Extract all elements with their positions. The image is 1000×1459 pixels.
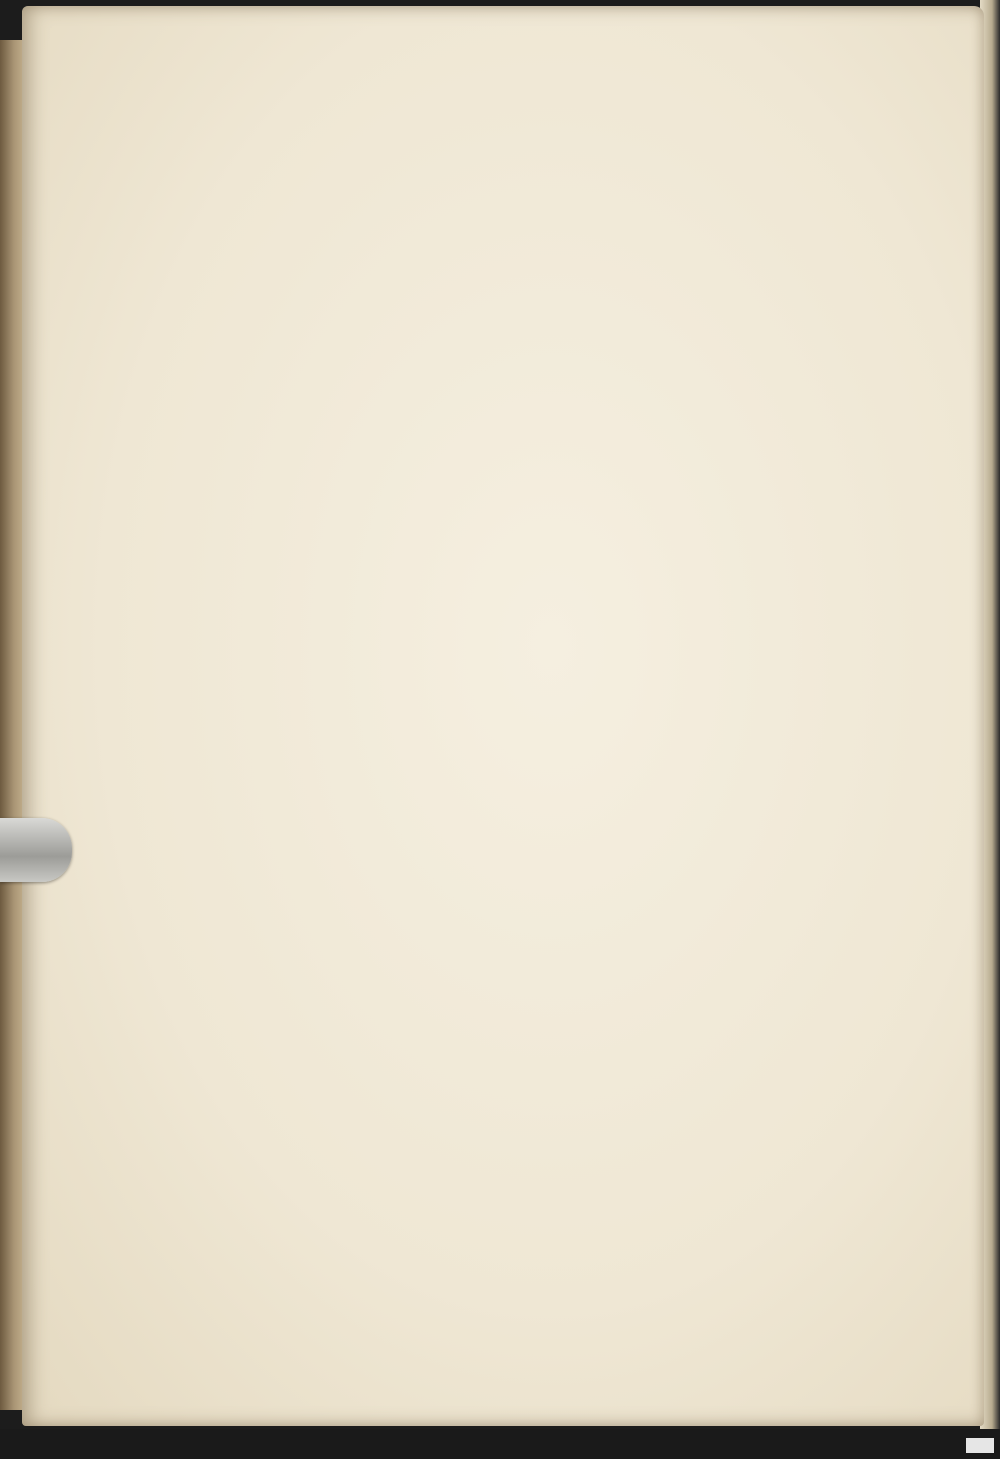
footer-bar [0,1429,1000,1459]
dfg-logo [966,1438,994,1453]
